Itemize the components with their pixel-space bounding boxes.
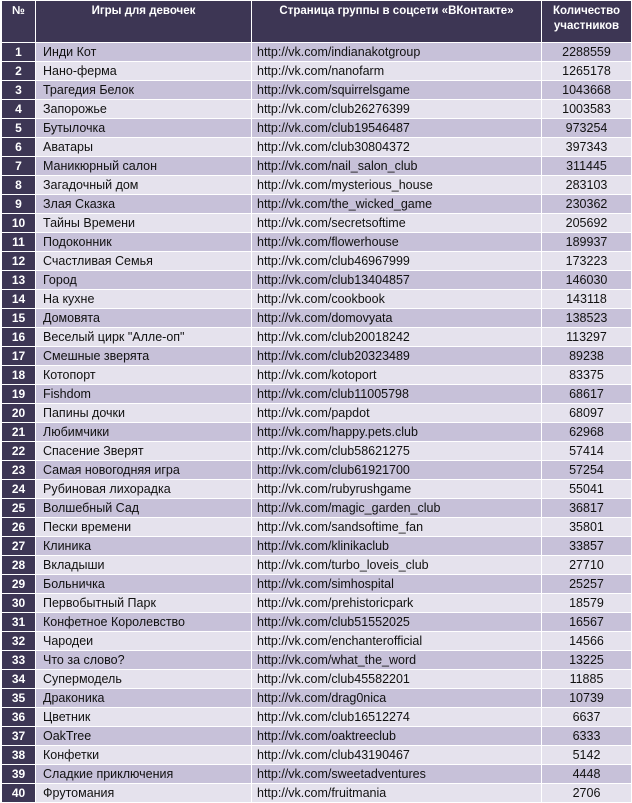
member-count: 189937 (542, 233, 632, 252)
group-url[interactable]: http://vk.com/club58621275 (252, 442, 542, 461)
group-url[interactable]: http://vk.com/nanofarm (252, 62, 542, 81)
group-url[interactable]: http://vk.com/club19546487 (252, 119, 542, 138)
game-name: Котопорт (36, 366, 252, 385)
group-url[interactable]: http://vk.com/club46967999 (252, 252, 542, 271)
row-number: 12 (2, 252, 36, 271)
row-number: 9 (2, 195, 36, 214)
group-url[interactable]: http://vk.com/happy.pets.club (252, 423, 542, 442)
row-number: 23 (2, 461, 36, 480)
games-table (1, 0, 632, 803)
member-count: 13225 (542, 651, 632, 670)
member-count: 2706 (542, 784, 632, 803)
row-number: 22 (2, 442, 36, 461)
row-number: 7 (2, 157, 36, 176)
group-url[interactable]: http://vk.com/club20323489 (252, 347, 542, 366)
game-name: Драконика (36, 689, 252, 708)
row-number: 35 (2, 689, 36, 708)
table-row (2, 62, 632, 81)
group-url[interactable]: http://vk.com/drag0nica (252, 689, 542, 708)
row-number: 8 (2, 176, 36, 195)
member-count: 1265178 (542, 62, 632, 81)
game-name: Город (36, 271, 252, 290)
group-url[interactable]: http://vk.com/club61921700 (252, 461, 542, 480)
game-name: Больничка (36, 575, 252, 594)
game-name: OakTree (36, 727, 252, 746)
member-count: 57254 (542, 461, 632, 480)
row-number: 17 (2, 347, 36, 366)
game-name: Fishdom (36, 385, 252, 404)
game-name: Супермодель (36, 670, 252, 689)
group-url[interactable]: http://vk.com/what_the_word (252, 651, 542, 670)
member-count: 25257 (542, 575, 632, 594)
member-count: 146030 (542, 271, 632, 290)
table-row (2, 575, 632, 594)
game-name: Вкладыши (36, 556, 252, 575)
member-count: 5142 (542, 746, 632, 765)
table-row (2, 518, 632, 537)
game-name: Тайны Времени (36, 214, 252, 233)
row-number: 16 (2, 328, 36, 347)
game-name: Первобытный Парк (36, 594, 252, 613)
row-number: 13 (2, 271, 36, 290)
member-count: 397343 (542, 138, 632, 157)
row-number: 15 (2, 309, 36, 328)
table-row (2, 461, 632, 480)
member-count: 113297 (542, 328, 632, 347)
member-count: 6637 (542, 708, 632, 727)
game-name: Веселый цирк "Алле-оп" (36, 328, 252, 347)
group-url[interactable]: http://vk.com/mysterious_house (252, 176, 542, 195)
table-row (2, 594, 632, 613)
game-name: Клиника (36, 537, 252, 556)
table-row (2, 214, 632, 233)
table-row (2, 423, 632, 442)
row-number: 25 (2, 499, 36, 518)
game-name: На кухне (36, 290, 252, 309)
table-row (2, 347, 632, 366)
row-number: 2 (2, 62, 36, 81)
group-url[interactable]: http://vk.com/club45582201 (252, 670, 542, 689)
row-number: 18 (2, 366, 36, 385)
row-number: 1 (2, 43, 36, 62)
table-row (2, 157, 632, 176)
group-url[interactable]: http://vk.com/domovyata (252, 309, 542, 328)
table-row (2, 309, 632, 328)
table-row (2, 100, 632, 119)
game-name: Подоконник (36, 233, 252, 252)
member-count: 2288559 (542, 43, 632, 62)
row-number: 36 (2, 708, 36, 727)
table-header-row (2, 1, 632, 43)
group-url[interactable]: http://vk.com/flowerhouse (252, 233, 542, 252)
game-name: Маникюрный салон (36, 157, 252, 176)
game-name: Трагедия Белок (36, 81, 252, 100)
group-url[interactable]: http://vk.com/oaktreeclub (252, 727, 542, 746)
member-count: 1043668 (542, 81, 632, 100)
group-url[interactable]: http://vk.com/squirrelsgame (252, 81, 542, 100)
table-row (2, 632, 632, 651)
table-body (2, 43, 632, 803)
row-number: 4 (2, 100, 36, 119)
member-count: 1003583 (542, 100, 632, 119)
group-url[interactable]: http://vk.com/club30804372 (252, 138, 542, 157)
row-number: 32 (2, 632, 36, 651)
group-url[interactable]: http://vk.com/club11005798 (252, 385, 542, 404)
group-url[interactable]: http://vk.com/fruitmania (252, 784, 542, 803)
table-row (2, 499, 632, 518)
member-count: 62968 (542, 423, 632, 442)
table-row (2, 385, 632, 404)
member-count: 57414 (542, 442, 632, 461)
game-name: Что за слово? (36, 651, 252, 670)
member-count: 36817 (542, 499, 632, 518)
group-url[interactable]: http://vk.com/turbo_loveis_club (252, 556, 542, 575)
group-url[interactable]: http://vk.com/enchanterofficial (252, 632, 542, 651)
row-number: 5 (2, 119, 36, 138)
row-number: 24 (2, 480, 36, 499)
member-count: 4448 (542, 765, 632, 784)
row-number: 26 (2, 518, 36, 537)
member-count: 138523 (542, 309, 632, 328)
header-num: № (2, 1, 36, 43)
member-count: 83375 (542, 366, 632, 385)
member-count: 143118 (542, 290, 632, 309)
table-row (2, 290, 632, 309)
game-name: Любимчики (36, 423, 252, 442)
table-row (2, 138, 632, 157)
game-name: Нано-ферма (36, 62, 252, 81)
game-name: Самая новогодняя игра (36, 461, 252, 480)
group-url[interactable]: http://vk.com/club20018242 (252, 328, 542, 347)
group-url[interactable]: http://vk.com/papdot (252, 404, 542, 423)
group-url[interactable]: http://vk.com/cookbook (252, 290, 542, 309)
game-name: Волшебный Сад (36, 499, 252, 518)
header-game: Игры для девочек (36, 1, 252, 43)
game-name: Загадочный дом (36, 176, 252, 195)
member-count: 35801 (542, 518, 632, 537)
member-count: 230362 (542, 195, 632, 214)
row-number: 31 (2, 613, 36, 632)
game-name: Пески времени (36, 518, 252, 537)
member-count: 311445 (542, 157, 632, 176)
table-row (2, 480, 632, 499)
member-count: 18579 (542, 594, 632, 613)
table-row (2, 404, 632, 423)
table-row (2, 81, 632, 100)
table-row (2, 708, 632, 727)
group-url[interactable]: http://vk.com/the_wicked_game (252, 195, 542, 214)
game-name: Папины дочки (36, 404, 252, 423)
table-row (2, 366, 632, 385)
member-count: 16567 (542, 613, 632, 632)
member-count: 205692 (542, 214, 632, 233)
game-name: Сладкие приключения (36, 765, 252, 784)
game-name: Злая Сказка (36, 195, 252, 214)
row-number: 11 (2, 233, 36, 252)
member-count: 173223 (542, 252, 632, 271)
row-number: 10 (2, 214, 36, 233)
group-url[interactable]: http://vk.com/club13404857 (252, 271, 542, 290)
row-number: 27 (2, 537, 36, 556)
member-count: 68617 (542, 385, 632, 404)
table-row (2, 271, 632, 290)
game-name: Спасение Зверят (36, 442, 252, 461)
game-name: Счастливая Семья (36, 252, 252, 271)
table-row (2, 727, 632, 746)
game-name: Запорожье (36, 100, 252, 119)
row-number: 28 (2, 556, 36, 575)
game-name: Домовята (36, 309, 252, 328)
row-number: 38 (2, 746, 36, 765)
row-number: 33 (2, 651, 36, 670)
table-row (2, 765, 632, 784)
member-count: 11885 (542, 670, 632, 689)
table-row (2, 537, 632, 556)
group-url[interactable]: http://vk.com/indianakotgroup (252, 43, 542, 62)
header-count: Количество участников (542, 1, 632, 43)
group-url[interactable]: http://vk.com/nail_salon_club (252, 157, 542, 176)
group-url[interactable]: http://vk.com/magic_garden_club (252, 499, 542, 518)
table-row (2, 233, 632, 252)
row-number: 39 (2, 765, 36, 784)
game-name: Смешные зверята (36, 347, 252, 366)
table-row (2, 651, 632, 670)
table-row (2, 670, 632, 689)
game-name: Чародеи (36, 632, 252, 651)
group-url[interactable]: http://vk.com/sweetadventures (252, 765, 542, 784)
group-url[interactable]: http://vk.com/club26276399 (252, 100, 542, 119)
row-number: 6 (2, 138, 36, 157)
row-number: 19 (2, 385, 36, 404)
group-url[interactable]: http://vk.com/club51552025 (252, 613, 542, 632)
member-count: 6333 (542, 727, 632, 746)
game-name: Инди Кот (36, 43, 252, 62)
row-number: 30 (2, 594, 36, 613)
member-count: 973254 (542, 119, 632, 138)
table-row (2, 556, 632, 575)
member-count: 14566 (542, 632, 632, 651)
member-count: 55041 (542, 480, 632, 499)
group-url[interactable]: http://vk.com/club16512274 (252, 708, 542, 727)
game-name: Фрутомания (36, 784, 252, 803)
member-count: 89238 (542, 347, 632, 366)
member-count: 33857 (542, 537, 632, 556)
member-count: 283103 (542, 176, 632, 195)
group-url[interactable]: http://vk.com/prehistoricpark (252, 594, 542, 613)
group-url[interactable]: http://vk.com/simhospital (252, 575, 542, 594)
group-url[interactable]: http://vk.com/klinikaclub (252, 537, 542, 556)
table-row (2, 43, 632, 62)
row-number: 21 (2, 423, 36, 442)
row-number: 14 (2, 290, 36, 309)
table-row (2, 746, 632, 765)
game-name: Конфетки (36, 746, 252, 765)
game-name: Аватары (36, 138, 252, 157)
row-number: 29 (2, 575, 36, 594)
row-number: 20 (2, 404, 36, 423)
row-number: 3 (2, 81, 36, 100)
group-url[interactable]: http://vk.com/secretsoftime (252, 214, 542, 233)
game-name: Рубиновая лихорадка (36, 480, 252, 499)
table-row (2, 328, 632, 347)
table-row (2, 119, 632, 138)
game-name: Бутылочка (36, 119, 252, 138)
table-row (2, 613, 632, 632)
member-count: 10739 (542, 689, 632, 708)
row-number: 40 (2, 784, 36, 803)
group-url[interactable]: http://vk.com/sandsoftime_fan (252, 518, 542, 537)
group-url[interactable]: http://vk.com/kotoport (252, 366, 542, 385)
row-number: 34 (2, 670, 36, 689)
group-url[interactable]: http://vk.com/rubyrushgame (252, 480, 542, 499)
table-row (2, 195, 632, 214)
game-name: Конфетное Королевство (36, 613, 252, 632)
group-url[interactable]: http://vk.com/club43190467 (252, 746, 542, 765)
row-number: 37 (2, 727, 36, 746)
table-row (2, 252, 632, 271)
member-count: 27710 (542, 556, 632, 575)
table-row (2, 442, 632, 461)
table-row (2, 176, 632, 195)
game-name: Цветник (36, 708, 252, 727)
header-url: Страница группы в соцсети «ВКонтакте» (252, 1, 542, 43)
member-count: 68097 (542, 404, 632, 423)
table-row (2, 689, 632, 708)
